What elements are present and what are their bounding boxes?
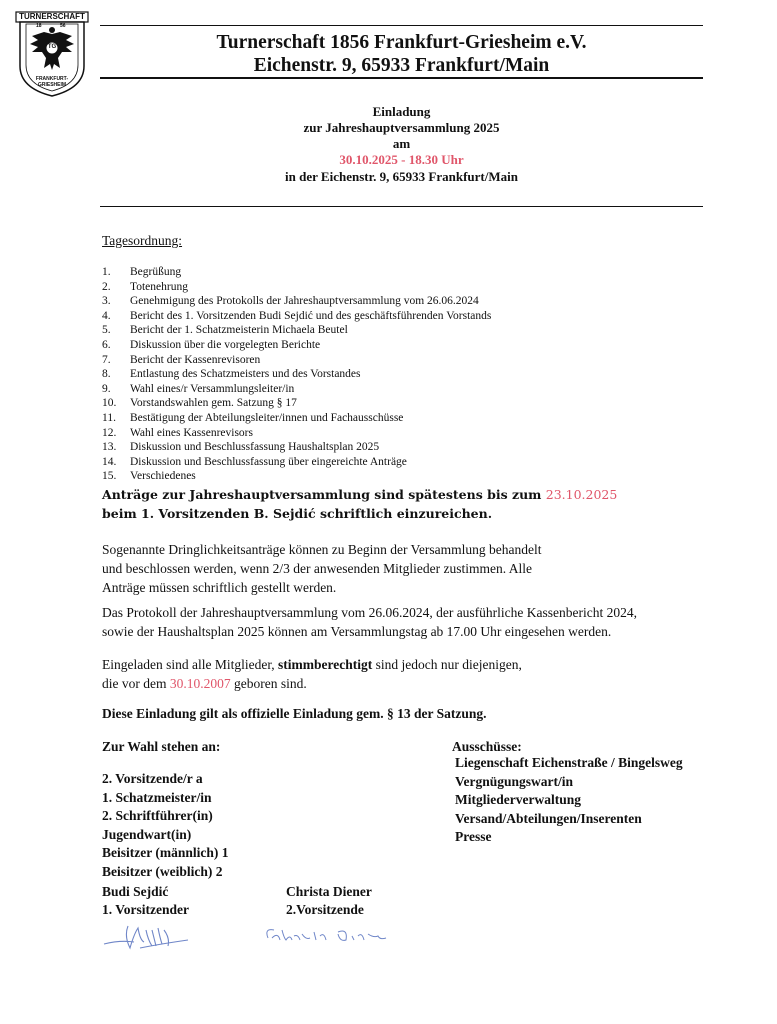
logo-year-left: 18: [36, 23, 42, 29]
urgent-line-1: Sogenannte Dringlichkeitsanträge können zu Beginn der Versammlung behandelt: [102, 542, 542, 557]
agenda-item: [102, 323, 491, 338]
agenda-item: [102, 440, 491, 455]
org-address: Eichenstr. 9, 65933 Frankfurt/Main: [253, 55, 550, 76]
election-position: Jugendwart(in): [102, 826, 192, 842]
agenda-item-number: 9.: [102, 382, 111, 395]
agenda-item: [102, 294, 491, 309]
agenda-item-text: Verschiedenes: [130, 470, 196, 483]
agenda-item: [102, 455, 491, 470]
logo-top-text: TURNERSCHAFT: [19, 12, 85, 21]
agenda-item: [102, 382, 491, 397]
agenda-item-text: Diskussion und Beschlussfassung Haushaltsplan 2025: [130, 441, 380, 454]
agenda-item-number: 11.: [102, 411, 116, 424]
agenda-item: [102, 426, 491, 441]
invitation-title: Einladung: [372, 104, 431, 119]
agenda-item-number: 2.: [102, 280, 111, 293]
agenda-item-number: 4.: [102, 309, 111, 322]
urgent-line-3: Anträge müssen schriftlich gestellt werden.: [102, 580, 337, 595]
logo-bottom-text: FRANKFURT-GRIESHEIM: [35, 76, 69, 88]
eligibility-text-a: Eingeladen sind alle Mitglieder,: [102, 657, 279, 672]
header-top-rule: [100, 25, 703, 26]
signature-1: [100, 918, 200, 956]
protocol-line-2: sowie der Haushaltsplan 2025 können am Versammlungstag ab 17.00 Uhr eingesehen werden.: [102, 624, 612, 639]
eligibility-line-1: [102, 655, 522, 674]
agenda-item-number: 1.: [102, 266, 111, 278]
eligibility-bold: stimmberechtigt: [278, 657, 373, 672]
agenda-item-number: 8.: [102, 368, 111, 381]
agenda-item-number: 14.: [102, 455, 117, 468]
eligibility-line-2: [102, 674, 307, 693]
agenda-item: [102, 396, 491, 411]
committees-list: [455, 754, 683, 847]
eligibility-cutoff-date: 30.10.2007: [169, 676, 231, 691]
agenda-item-number: 3.: [102, 295, 111, 308]
election-list: [102, 770, 228, 881]
logo-year-right: 56: [60, 23, 66, 29]
agenda-item-number: 5.: [102, 324, 111, 337]
signatory-2-role: 2.Vorsitzende: [286, 902, 364, 917]
motions-line-2: beim 1. Vorsitzenden B. Sejdić schriftlich einzureichen.: [102, 506, 493, 521]
election-position: 1. Schatzmeister/in: [102, 789, 212, 805]
committee-item: Versand/Abteilungen/Inserenten: [455, 810, 642, 826]
committees-heading: Ausschüsse:: [452, 739, 522, 754]
urgent-line-2: und beschlossen werden, wenn 2/3 der anwesenden Mitglieder zustimmen. Alle: [102, 561, 533, 576]
signature-2: [262, 922, 402, 952]
agenda-item-text: Wahl eines Kassenrevisors: [130, 426, 253, 439]
agenda-item-text: Entlastung des Schatzmeisters und des Vorstandes: [130, 368, 361, 381]
eligibility-text-b: sind jedoch nur diejenigen,: [372, 657, 522, 672]
signatory-1-name: Budi Sejdić: [102, 884, 169, 899]
agenda-item-number: 12.: [102, 426, 117, 439]
agenda-item-number: 10.: [102, 397, 117, 410]
agenda-item-number: 15.: [102, 470, 117, 483]
agenda-item: [102, 265, 491, 280]
agenda-item-number: 7.: [102, 353, 111, 366]
agenda-list: [102, 265, 491, 484]
agenda-item: [102, 469, 491, 484]
header-bottom-rule: [100, 77, 703, 79]
signatory-1-role: 1. Vorsitzender: [102, 902, 189, 917]
agenda-item: [102, 280, 491, 295]
committee-item: Liegenschaft Eichenstraße / Bingelsweg: [455, 755, 683, 770]
eligibility-text-c: die vor dem: [102, 676, 170, 691]
meeting-location: in der Eichenstr. 9, 65933 Frankfurt/Main: [285, 169, 518, 184]
club-logo: [14, 10, 90, 98]
agenda-item-number: 6.: [102, 338, 111, 351]
agenda-item-number: 13.: [102, 441, 117, 454]
official-notice: Diese Einladung gilt als offizielle Einladung gem. § 13 der Satzung.: [102, 706, 487, 721]
agenda-item-text: Begrüßung: [130, 266, 182, 278]
agenda-heading: Tagesordnung:: [102, 233, 183, 248]
election-position: 2. Vorsitzende/r a: [102, 771, 203, 786]
election-position: Beisitzer (weiblich) 2: [102, 863, 223, 879]
motions-text: Anträge zur Jahreshauptversammlung sind spätestens bis zum: [102, 487, 546, 502]
agenda-item: [102, 338, 491, 353]
meeting-date-time: 30.10.2025 - 18.30 Uhr: [339, 152, 464, 167]
agenda-item: [102, 367, 491, 382]
agenda-item-text: Totenehrung: [130, 280, 188, 293]
invitation-am: am: [392, 136, 411, 151]
committee-item: Mitgliederverwaltung: [455, 792, 581, 807]
invitation-subtitle: zur Jahreshauptversammlung 2025: [303, 120, 500, 135]
committee-item: Vergnügungswart/in: [455, 773, 574, 789]
agenda-item-text: Bericht des 1. Vorsitzenden Budi Sejdić und des geschäftsführenden Vorstands: [130, 309, 492, 322]
section-rule: [100, 206, 703, 207]
agenda-item-text: Bestätigung der Abteilungsleiter/innen und Fachausschüsse: [130, 411, 404, 424]
agenda-item: [102, 353, 491, 368]
agenda-item-text: Bericht der 1. Schatzmeisterin Michaela Beutel: [130, 324, 348, 337]
committee-item: Presse: [455, 829, 492, 844]
protocol-line-1: Das Protokoll der Jahreshauptversammlung vom 26.06.2024, der ausführliche Kassenbericht 2024,: [102, 605, 638, 620]
motions-line-1: [102, 485, 617, 504]
agenda-item-text: Wahl eines/r Versammlungsleiter/in: [130, 382, 295, 395]
agenda-item-text: Genehmigung des Protokolls der Jahreshauptversammlung vom 26.06.2024: [130, 295, 479, 308]
election-heading: Zur Wahl stehen an:: [102, 739, 221, 754]
election-position: Beisitzer (männlich) 1: [102, 845, 229, 860]
agenda-item-text: Diskussion und Beschlussfassung über eingereichte Anträge: [130, 455, 407, 468]
agenda-item-text: Bericht der Kassenrevisoren: [130, 353, 261, 366]
motions-deadline: 23.10.2025: [545, 487, 618, 502]
eligibility-text-d: geboren sind.: [230, 676, 307, 691]
agenda-item-text: Vorstandswahlen gem. Satzung § 17: [130, 397, 297, 410]
logo-shield-text: TG: [47, 44, 57, 50]
org-name: Turnerschaft 1856 Frankfurt-Griesheim e.V.: [216, 32, 587, 53]
signatory-2-name: Christa Diener: [286, 884, 372, 899]
election-position: 2. Schriftführer(in): [102, 808, 213, 823]
agenda-item: [102, 411, 491, 426]
agenda-item: [102, 309, 491, 324]
agenda-item-text: Diskussion über die vorgelegten Berichte: [130, 338, 321, 351]
